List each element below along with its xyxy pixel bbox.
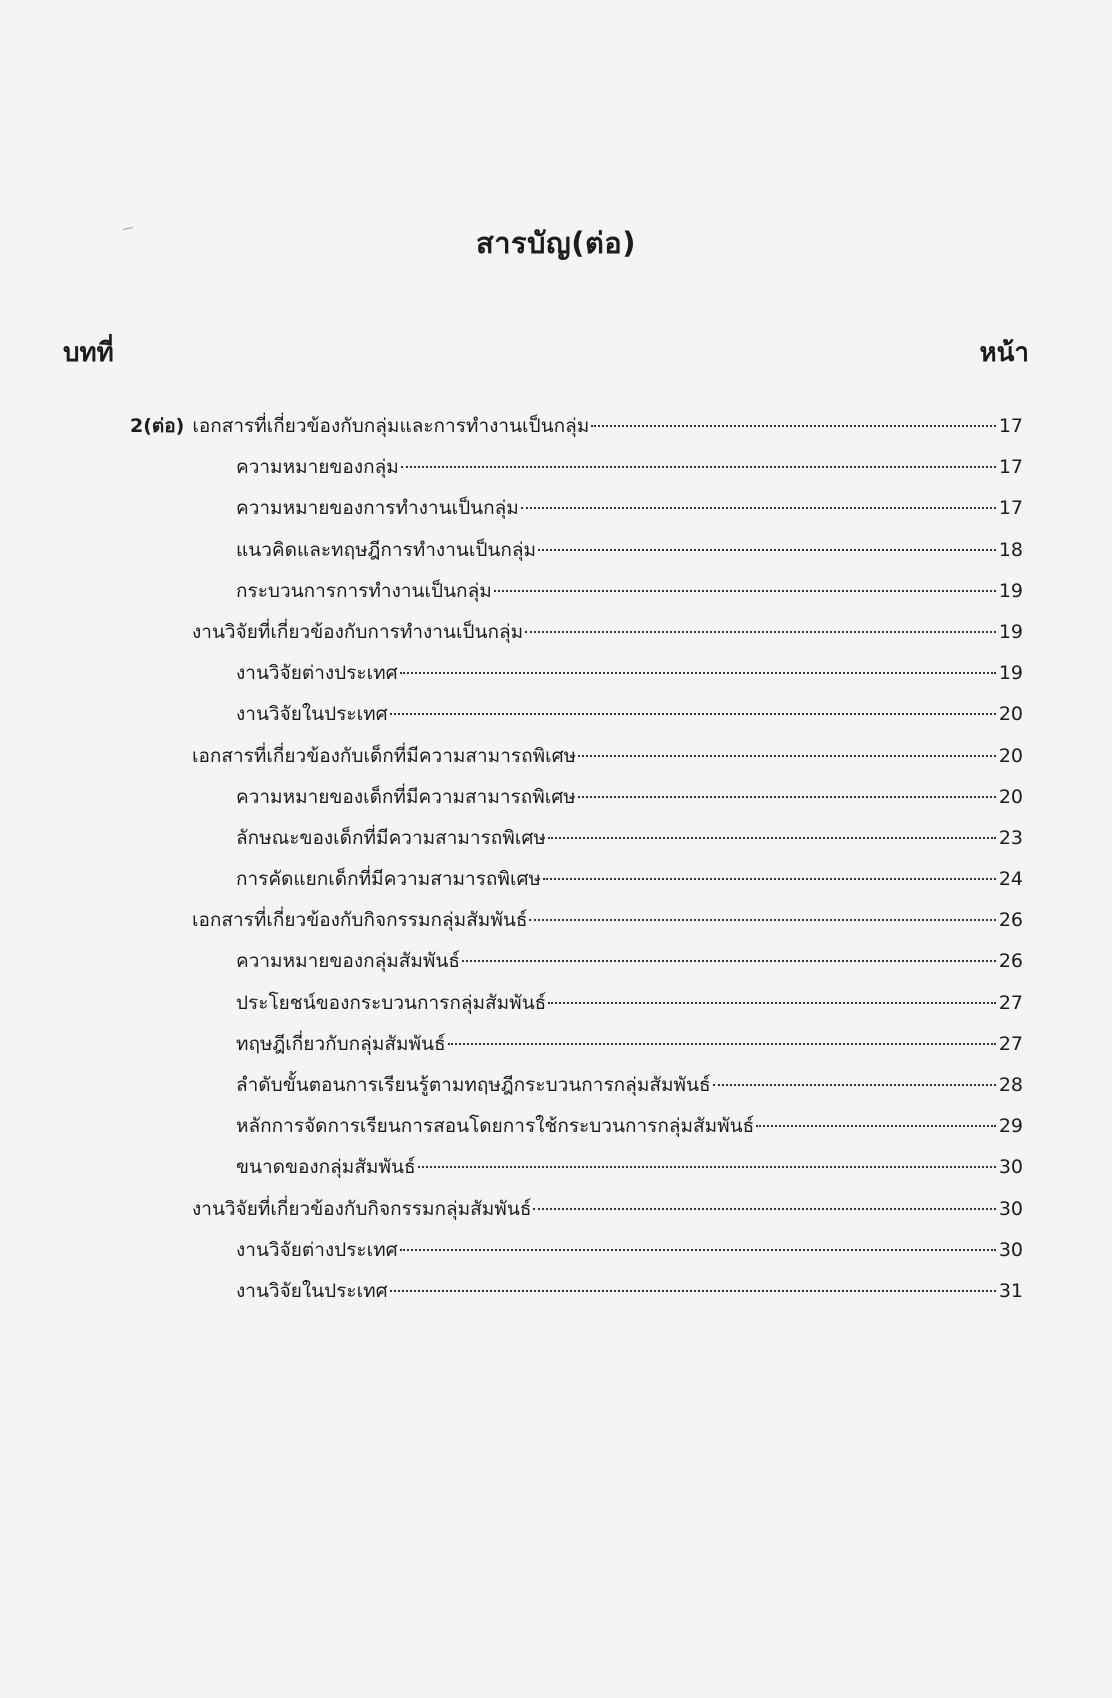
toc-entry [0,454,1112,495]
toc-page-number: 31 [998,1279,1023,1302]
toc-entry [0,537,1112,578]
toc-entry [0,907,1112,948]
toc-entry-title: ลำดับขั้นตอนการเรียนรู้ตามทฤษฎีกระบวนการกลุ่มสัมพันธ์ [236,1074,711,1096]
toc-entry-title: งานวิจัยในประเทศ [236,703,388,726]
dot-leader [756,1125,996,1127]
toc-list [0,413,1112,1319]
toc-entry-line [236,1031,1023,1057]
toc-page-number: 18 [998,538,1023,561]
dot-leader [538,549,996,551]
toc-entry-title: เอกสารที่เกี่ยวข้องกับกิจกรรมกลุ่มสัมพันธ์ [192,909,528,932]
toc-entry-title: ขนาดของกลุ่มสัมพันธ์ [236,1156,416,1179]
dot-leader [390,713,996,715]
dot-leader [494,590,996,592]
toc-entry [0,1113,1112,1154]
toc-page-number: 30 [998,1197,1023,1220]
toc-entry-line [236,660,1023,686]
toc-entry-title: กระบวนการการทำงานเป็นกลุ่ม [236,579,492,602]
toc-entry-line [236,948,1023,974]
toc-entry-line [192,619,1023,645]
toc-entry [0,701,1112,742]
toc-entry [0,743,1112,784]
toc-entry-line [236,454,1023,480]
dot-leader [529,919,995,921]
toc-entry-line [236,825,1023,851]
toc-entry-line [192,743,1023,769]
toc-page-number: 27 [998,1032,1023,1055]
toc-page-number: 19 [998,579,1023,602]
toc-entry-title: ความหมายของกลุ่มสัมพันธ์ [236,950,461,973]
toc-entry [0,1237,1112,1278]
dot-leader [390,1290,996,1292]
toc-page-number: 19 [998,620,1023,643]
dot-leader [401,466,996,468]
toc-page-number: 29 [998,1115,1023,1138]
toc-page-number: 17 [998,456,1023,479]
toc-page-number: 23 [998,826,1023,849]
toc-entry-title: หลักการจัดการเรียนการสอนโดยการใช้กระบวนการกลุ่มสัมพันธ์ [236,1115,755,1138]
toc-entry-line [236,1237,1023,1263]
toc-page-number: 30 [998,1156,1023,1179]
toc-entry-line [236,1278,1023,1304]
toc-page-number: 26 [998,950,1023,973]
dot-leader [548,1002,996,1004]
toc-page-number: 19 [998,662,1023,685]
dot-leader [462,960,996,962]
dot-leader [713,1084,996,1086]
toc-entry-title: เอกสารที่เกี่ยวข้องกับกลุ่มและการทำงานเป็นกลุ่ม [192,415,590,437]
toc-page-number: 24 [998,868,1023,891]
toc-entry-line [236,990,1023,1016]
page-column-header: หน้า [979,338,1029,368]
toc-chapter-number: 2(ต่อ) [130,415,185,437]
toc-entry-title: ทฤษฎีเกี่ยวกับกลุ่มสัมพันธ์ [236,1032,446,1055]
toc-entry [0,413,1112,454]
dot-leader [578,796,996,798]
toc-page-number: 26 [998,909,1023,932]
dot-leader [543,878,996,880]
dot-leader [400,1249,996,1251]
dot-leader [418,1166,996,1168]
dot-leader [448,1043,996,1045]
toc-page-number: 20 [998,744,1023,767]
toc-entry-line [236,701,1023,727]
toc-entry-title: เอกสารที่เกี่ยวข้องกับเด็กที่มีความสามารถพิเศษ [192,744,577,767]
toc-entry-line [130,413,1023,439]
toc-entry-line [236,495,1023,521]
dot-leader [400,672,996,674]
toc-entry-line [236,866,1023,892]
toc-entry [0,784,1112,825]
toc-entry-line [236,1072,1023,1098]
toc-entry-title: ความหมายของการทำงานเป็นกลุ่ม [236,497,519,520]
dot-leader [548,837,996,839]
toc-entry-title: งานวิจัยในประเทศ [236,1279,388,1302]
toc-entry [0,578,1112,619]
toc-entry-title: งานวิจัยต่างประเทศ [236,1238,398,1261]
dot-leader [533,1208,995,1210]
toc-entry [0,1196,1112,1237]
toc-entry [0,1154,1112,1195]
toc-entry-title: ประโยชน์ของกระบวนการกลุ่มสัมพันธ์ [236,991,547,1014]
toc-entry-title: ความหมายของกลุ่ม [236,456,399,479]
dot-leader [525,631,996,633]
toc-entry-title: ลักษณะของเด็กที่มีความสามารถพิเศษ [236,826,546,849]
toc-entry [0,866,1112,907]
toc-entry-line [236,578,1023,604]
toc-entry-title: ความหมายของเด็กที่มีความสามารถพิเศษ [236,785,576,808]
toc-page-number: 27 [998,991,1023,1014]
dot-leader [591,425,996,427]
toc-entry-line [236,784,1023,810]
toc-entry-line [192,1196,1023,1222]
toc-page-number: 30 [998,1238,1023,1261]
toc-entry [0,619,1112,660]
toc-page-number: 28 [998,1074,1023,1096]
toc-entry-line [236,1113,1023,1139]
page-title: สารบัญ(ต่อ) [476,226,636,260]
toc-entry-title: งานวิจัยที่เกี่ยวข้องกับกิจกรรมกลุ่มสัมพันธ์ [192,1197,532,1220]
toc-entry-line [236,537,1023,563]
toc-entry [0,948,1112,989]
toc-entry [0,1031,1112,1072]
toc-page-number: 17 [998,497,1023,520]
toc-entry-line [192,907,1023,933]
toc-page-number: 17 [998,415,1023,437]
toc-entry [0,990,1112,1031]
dot-leader [578,755,996,757]
toc-entry-title: งานวิจัยต่างประเทศ [236,662,398,685]
toc-entry-line [236,1154,1023,1180]
chapter-column-header: บทที่ [63,338,114,368]
toc-entry [0,1278,1112,1319]
toc-entry-title: แนวคิดและทฤษฎีการทำงานเป็นกลุ่ม [236,538,537,561]
toc-entry [0,825,1112,866]
dot-leader [521,507,996,509]
toc-entry-title: งานวิจัยที่เกี่ยวข้องกับการทำงานเป็นกลุ่ม [192,620,524,643]
toc-entry [0,495,1112,536]
toc-page-number: 20 [998,785,1023,808]
toc-entry [0,660,1112,701]
toc-entry [0,1072,1112,1113]
toc-page-number: 20 [998,703,1023,726]
toc-entry-title: การคัดแยกเด็กที่มีความสามารถพิเศษ [236,868,542,891]
